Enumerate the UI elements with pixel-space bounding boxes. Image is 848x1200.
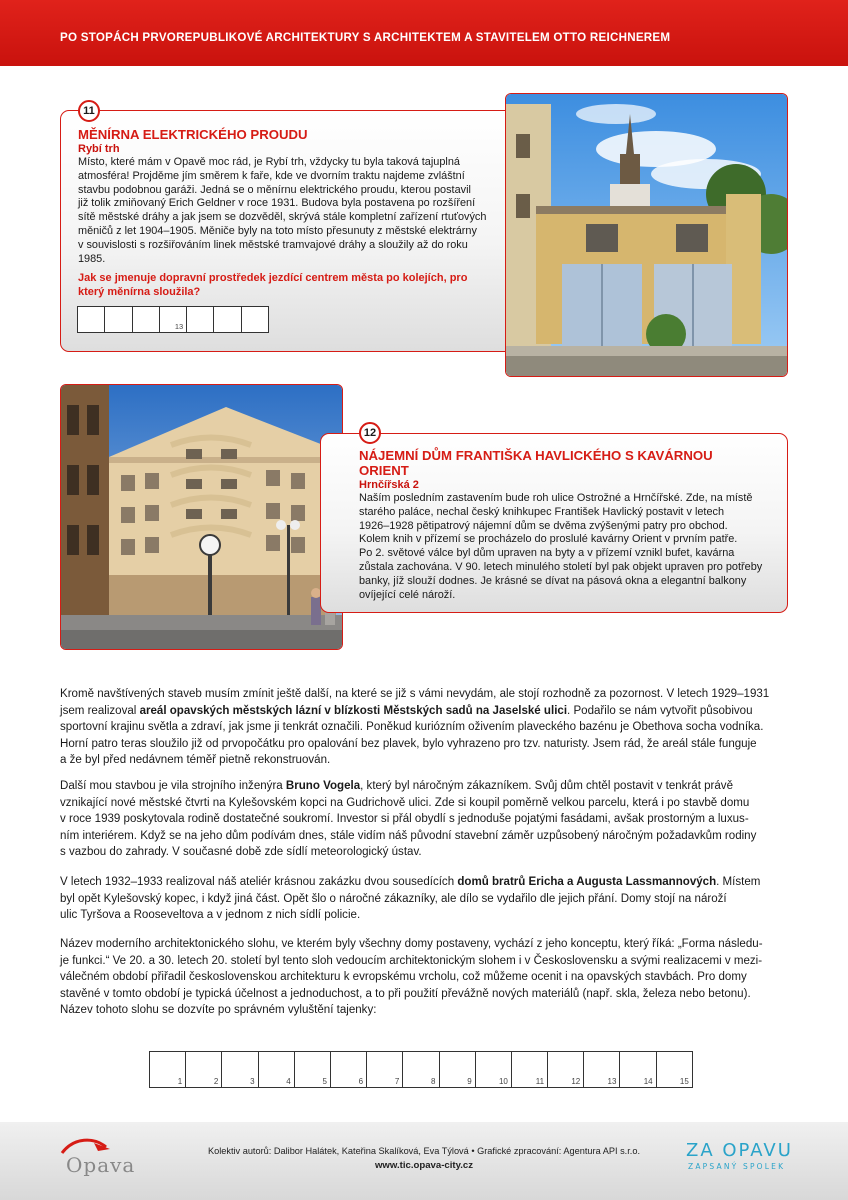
cell-number: 2 xyxy=(213,1077,219,1086)
text-line: měničů z let 1904–1905. Měniče byly na toto místo přesunuty z městské elektrárny xyxy=(78,224,477,237)
text-segment: válečném období přiřadil československou architekturu k evropskému vrcholu, což můžeme ocenit i na opavských stavbách. Pro domy xyxy=(60,971,747,984)
letter-cell[interactable] xyxy=(213,306,241,333)
cell-number: 1 xyxy=(177,1077,183,1086)
text-segment: ulic Tyršova a Rooseveltova a v jednom z nich sídlí policie. xyxy=(60,909,361,922)
solution-grid[interactable] xyxy=(150,1051,693,1088)
title-line: ORIENT xyxy=(359,463,409,478)
text-segment: Název tohoto slohu se dozvíte po správném vyluštění tajenky: xyxy=(60,1004,377,1017)
cell-number: 4 xyxy=(286,1077,291,1086)
letter-cell[interactable] xyxy=(439,1051,476,1088)
text-segment: . Místem xyxy=(716,876,761,888)
section-11-answer-grid[interactable] xyxy=(78,306,269,333)
text-segment: je funkci.“ Ve 20. a 30. letech 20. století byl tento sloh vedoucím architektonickým slohem i v Československu a svými realizacemi v mezi- xyxy=(60,954,763,967)
letter-cell[interactable] xyxy=(241,306,269,333)
section-11-title: MĚNÍRNA ELEKTRICKÉHO PROUDU xyxy=(78,127,308,142)
cell-number: 8 xyxy=(431,1077,436,1086)
cell-number: 14 xyxy=(643,1077,653,1086)
question-line: Jak se jmenuje dopravní prostředek jezdící centrem města po kolejích, pro xyxy=(78,272,468,284)
letter-cell[interactable] xyxy=(185,1051,222,1088)
text-line: Kolem knih v přízemí se procházelo do proslulé kavárny Orient v prvním patře. xyxy=(359,533,738,546)
cell-number: 10 xyxy=(498,1077,508,1086)
text-line: Místo, které mám v Opavě moc rád, je Rybí trh, vždycky tu byla taková tajuplná xyxy=(78,156,460,168)
cell-number: 13 xyxy=(607,1077,617,1086)
text-segment: vznikající nové městské čtvrti na Kylešovském kopci na Gudrichově ulici. Zde si koupil poměrně velkou parcelu, která i po stavbě domu xyxy=(60,796,750,809)
letter-cell[interactable] xyxy=(475,1051,512,1088)
section-11-text xyxy=(78,156,508,266)
text-segment: . Podařilo se nám vytvořit působivou xyxy=(567,704,753,717)
bold-phrase: areál opavských městských lázní v blízkosti Městských sadů na Jaselské ulici xyxy=(139,704,568,717)
paragraph-lassmann-houses xyxy=(60,874,790,924)
letter-cell[interactable] xyxy=(366,1051,403,1088)
letter-cell[interactable] xyxy=(583,1051,620,1088)
letter-cell[interactable] xyxy=(656,1051,693,1088)
section-11-number: 11 xyxy=(78,100,100,122)
letter-cell[interactable] xyxy=(159,306,187,333)
text-line: 1926–1928 pětipatrový nájemní dům se dvěma zvýšenými patry pro obchod. xyxy=(359,519,728,532)
section-12-text xyxy=(359,492,779,602)
letter-cell[interactable] xyxy=(547,1051,584,1088)
letter-cell[interactable] xyxy=(132,306,160,333)
letter-cell[interactable] xyxy=(221,1051,258,1088)
section-12-title xyxy=(359,448,779,478)
page-header xyxy=(0,0,848,66)
za-opavu-logo-subtext: ZAPSANÝ SPOLEK xyxy=(688,1162,786,1171)
cell-number: 7 xyxy=(394,1077,400,1086)
text-segment: ním interiérem. Když se na jeho dům podívám dnes, stále vidím náš původní stavební záměr uzpůsobený náročným požadavkům rodiny xyxy=(60,829,757,842)
section-12-number: 12 xyxy=(359,422,381,444)
bold-phrase: Bruno Vogela xyxy=(285,780,361,792)
letter-cell[interactable] xyxy=(619,1051,656,1088)
text-segment: sportovní krajinu světla a zdraví, jak jsme ji tenkrát označili. Poněkud kuriózním oživením plaveckého bazénu je Obethova socha vodníka. xyxy=(60,721,764,734)
letter-cell[interactable] xyxy=(402,1051,439,1088)
opava-logo-text: Opava xyxy=(66,1153,136,1177)
letter-cell[interactable] xyxy=(104,306,132,333)
footer-authors: Kolektiv autorů: Dalibor Halátek, Kateřina Skalíková, Eva Týlová • Grafické zpracování: Agentura API s.r.o. xyxy=(207,1146,640,1156)
text-segment: Horní patro teras sloužilo již od prvopočátku pro opalování bez plavek, bylo vyhrazeno pro tzv. naturisty. Jsem rád, že areál stále funguje xyxy=(60,737,757,750)
bold-phrase: domů bratrů Ericha a Augusta Lassmannových xyxy=(457,876,717,888)
cell-number: 3 xyxy=(250,1077,255,1086)
header-title: PO STOPÁCH PRVOREPUBLIKOVÉ ARCHITEKTURY S ARCHITEKTEM A STAVITELEM OTTO REICHNEREM xyxy=(60,31,671,44)
photo-havlicky-house xyxy=(60,384,343,650)
letter-cell[interactable] xyxy=(330,1051,367,1088)
text-segment: Kromě navštívených staveb musím zmínit ještě další, na které se již s vámi nevydám, ale stojí rozhodně za pozornost. V letech 1929–1931 xyxy=(60,688,770,700)
text-line: stavbu podobnou garáži. Jedná se o měnírnu elektrického proudu, kterou postavil xyxy=(78,183,471,196)
za-opavu-logo xyxy=(686,1140,796,1180)
text-line: banky, jíž slouží dodnes. Je krásné se dívat na pásová okna a elegantní balkony xyxy=(359,574,747,587)
question-line: který měnírna sloužila? xyxy=(78,286,201,298)
cell-number: 13 xyxy=(174,322,184,331)
footer-url[interactable]: www.tic.opava-city.cz xyxy=(374,1160,474,1171)
paragraph-spa xyxy=(60,686,790,769)
cell-number: 15 xyxy=(679,1077,689,1086)
letter-cell[interactable] xyxy=(294,1051,331,1088)
text-segment: jsem realizoval xyxy=(60,704,140,717)
text-segment: , který byl náročným zákazníkem. Svůj dům chtěl postavit v tenkrát právě xyxy=(360,780,734,792)
text-segment: byl opět Kylešovský kopec, i když jiná část. Opět šlo o náročné zákazníky, ale dílo se vydařilo dle jejich přání. Domy stojí na nároží xyxy=(60,892,727,905)
paragraph-vogel-villa xyxy=(60,778,790,861)
letter-cell[interactable] xyxy=(186,306,214,333)
letter-cell[interactable] xyxy=(511,1051,548,1088)
section-11-question xyxy=(78,271,508,299)
text-line: ovíjející celé nároží. xyxy=(359,588,456,601)
text-segment: stavěné v tomto období je typická účelnost a jednoduchost, a to při použití převážně nových materiálů (např. skla, železa nebo betonu). xyxy=(60,987,751,1000)
text-segment: V letech 1932–1933 realizoval náš ateliér krásnou zakázku dvou sousedících xyxy=(60,876,458,888)
opava-logo xyxy=(54,1133,144,1181)
text-segment: a že byl před nedávnem téměř pietně rekonstruován. xyxy=(60,754,331,767)
text-segment: v roce 1939 poskytovala rodině dostatečné soukromí. Investor si přál obydlí s jednoduše pojatými fasádami, avšak prostorným a luxus- xyxy=(60,813,749,826)
cell-number: 9 xyxy=(467,1077,472,1086)
text-line: starého paláce, nechal český knihkupec František Havlický postavit v letech xyxy=(359,505,725,518)
text-line: sítě městské dráhy a jak jsem se dozvěděl, skrývá stále kompletní zařízení rtuťových xyxy=(78,211,487,224)
text-line: zůstala zachována. V 90. letech minulého století byl pak objekt upraven pro potřeby xyxy=(359,560,763,573)
cell-number: 5 xyxy=(322,1077,327,1086)
section-11-subtitle: Rybí trh xyxy=(78,143,120,155)
title-line: NÁJEMNÍ DŮM FRANTIŠKA HAVLICKÉHO S KAVÁRNOU xyxy=(359,448,713,463)
za-opavu-logo-text: ZA OPAVU xyxy=(686,1140,793,1161)
cell-number: 6 xyxy=(358,1077,364,1086)
letter-cell[interactable] xyxy=(77,306,105,333)
section-12-subtitle: Hrnčířská 2 xyxy=(359,479,419,491)
text-line: atmosféra! Projděme jím směrem k faře, kde ve dvorním traktu najdeme zvláštní xyxy=(78,169,465,182)
cell-number: 12 xyxy=(571,1077,581,1086)
paragraph-style xyxy=(60,936,790,1019)
text-line: Po 2. světové válce byl dům upraven na byty a v přízemí vznikl bufet, kavárna xyxy=(359,547,735,560)
text-segment: s vazbou do zahrady. V současné době zde sídlí meteorologický ústav. xyxy=(60,846,422,859)
text-segment: Název moderního architektonického slohu, ve kterém byly všechny domy postaveny, vychází z jeho konceptu, který říká: „Forma následu- xyxy=(60,938,763,950)
text-line: Naším posledním zastavením bude roh ulice Ostrožné a Hrnčířské. Zde, na místě xyxy=(359,492,753,504)
letter-cell[interactable] xyxy=(258,1051,295,1088)
cell-number: 11 xyxy=(535,1077,545,1086)
letter-cell[interactable] xyxy=(149,1051,186,1088)
photo-substation xyxy=(505,93,788,377)
text-segment: Další mou stavbou je vila strojního inženýra xyxy=(60,780,286,792)
text-line: v souvislosti s rozšiřováním linek městské tramvajové dráhy a sloužily až do roku xyxy=(78,238,468,251)
text-line: již tolik zmiňovaný Erich Geldner v roce 1931. Budova byla postavena po rozšíření xyxy=(78,197,476,210)
text-line: 1985. xyxy=(78,252,106,265)
